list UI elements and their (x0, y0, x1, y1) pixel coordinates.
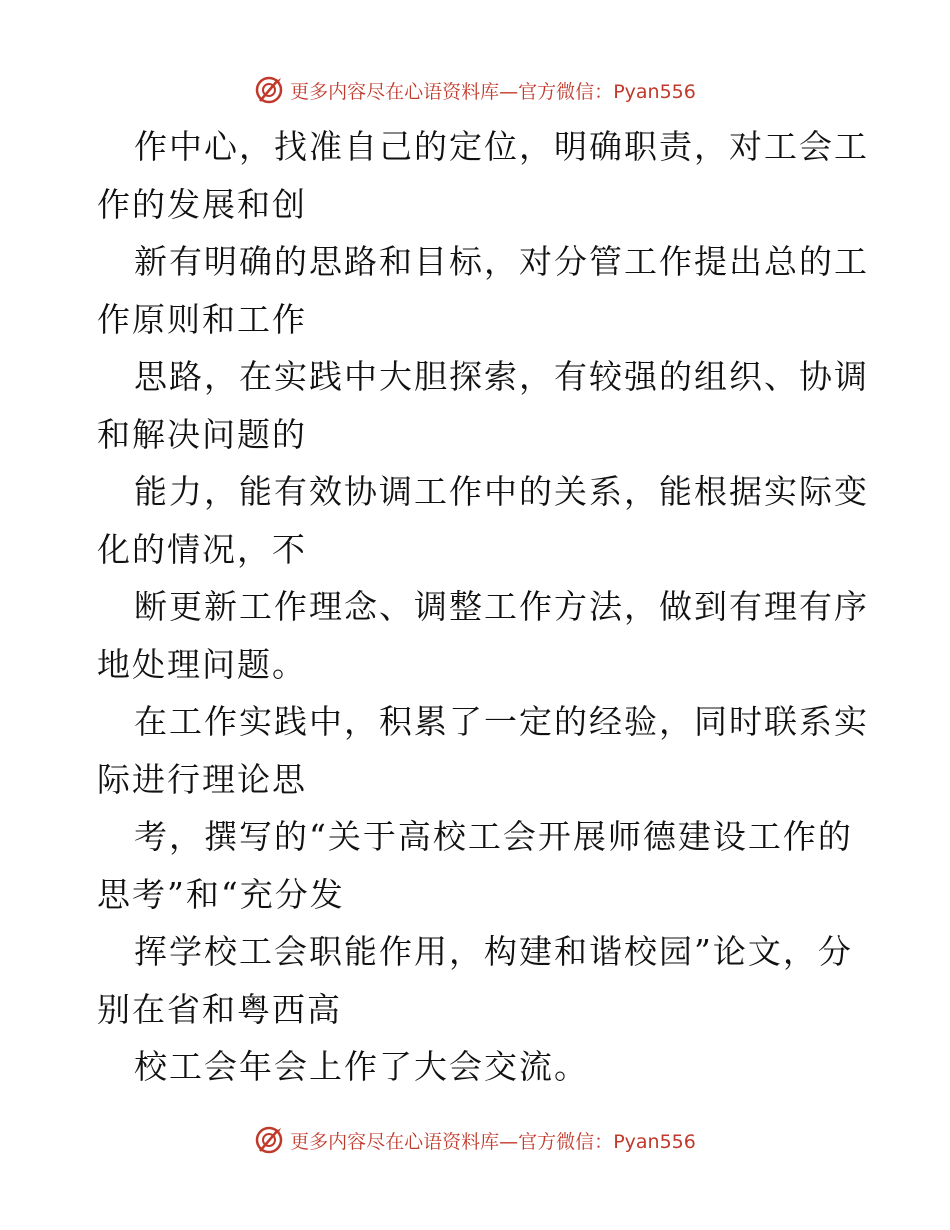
text-line-content: 考，撰写的“关于高校工会开展师德建设工作的 (134, 817, 853, 856)
text-line (97, 348, 869, 406)
banner-site-name: 更多内容尽在心语资料库 (290, 1130, 500, 1153)
text-line (97, 176, 857, 234)
banner-dash: — (499, 1130, 519, 1153)
text-line-content: 际进行理论思 (97, 759, 307, 799)
quill-logo-icon (254, 75, 284, 105)
text-line-content: 地处理问题。 (97, 644, 307, 684)
text-line-content: 挥学校工会职能作用，构建和谐校园”论文，分 (134, 932, 853, 971)
text-line (97, 406, 857, 464)
text-line-content: 断更新工作理念、调整工作方法，做到有理有序 (134, 587, 869, 626)
text-line-content: 新有明确的思路和目标，对分管工作提出总的工 (134, 242, 869, 281)
text-line (97, 808, 857, 866)
text-line (97, 233, 869, 291)
text-line (97, 1038, 857, 1096)
banner-dash: — (499, 80, 519, 103)
banner-wechat-id: Pyan556 (613, 1130, 696, 1153)
quill-logo-icon (254, 1125, 284, 1155)
text-line (97, 636, 857, 694)
text-line-content: 作原则和工作 (97, 299, 307, 339)
text-line-content: 和解决问题的 (97, 414, 307, 454)
text-line-content: 思路，在实践中大胆探索，有较强的组织、协调 (134, 357, 869, 396)
banner-wechat-label: 官方微信： (518, 80, 614, 103)
text-line (97, 751, 857, 809)
text-line (97, 463, 869, 521)
banner-text (290, 1127, 696, 1154)
text-line-content: 作中心，找准自己的定位，明确职责，对工会工 (134, 127, 869, 166)
text-line (97, 981, 857, 1039)
banner-wechat-label: 官方微信： (518, 1130, 614, 1153)
text-line (97, 866, 857, 924)
text-line (97, 923, 857, 981)
banner-text (290, 77, 696, 104)
text-line (97, 693, 869, 751)
text-line-content: 思考”和“充分发 (97, 874, 345, 914)
text-line-content: 校工会年会上作了大会交流。 (134, 1047, 589, 1086)
text-line-content: 别在省和粤西高 (97, 989, 342, 1029)
text-line (97, 118, 869, 176)
banner-site-name: 更多内容尽在心语资料库 (290, 80, 500, 103)
footer-banner (0, 1120, 950, 1160)
banner-wechat-id: Pyan556 (613, 80, 696, 103)
text-line-content: 化的情况，不 (97, 529, 307, 569)
text-line-content: 在工作实践中，积累了一定的经验，同时联系实 (134, 702, 869, 741)
text-line (97, 578, 869, 636)
text-line-content: 能力，能有效协调工作中的关系，能根据实际变 (134, 472, 869, 511)
text-line (97, 291, 857, 349)
document-body (97, 118, 869, 1096)
text-line (97, 521, 857, 579)
text-line-content: 作的发展和创 (97, 184, 307, 224)
header-banner (0, 70, 950, 110)
